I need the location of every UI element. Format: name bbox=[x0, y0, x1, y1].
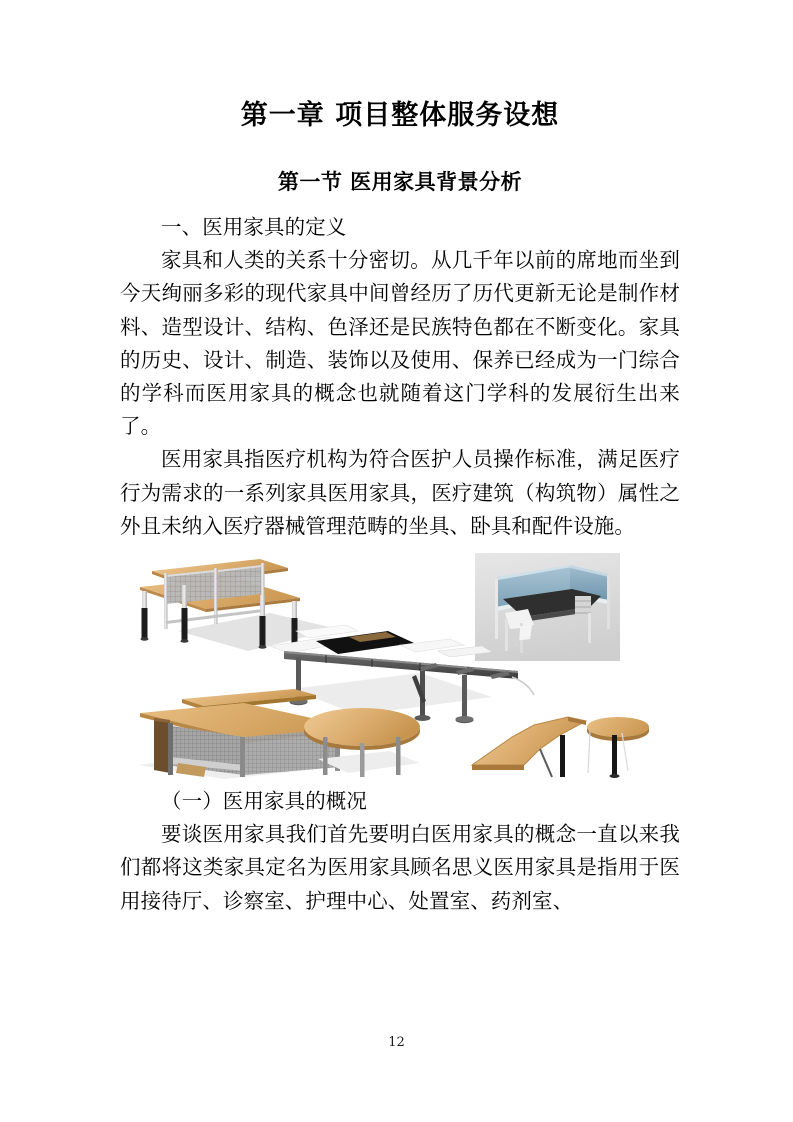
furniture-illustration-svg bbox=[120, 551, 680, 779]
chapter-title: 第一章 项目整体服务设想 bbox=[240, 100, 560, 131]
paragraph-definition: 家具和人类的关系十分密切。从几千年以前的席地而坐到今天绚丽多彩的现代家具中间曾经历了历代更新无论是制作材料、造型设计、结构、色泽还是民族特色都在不断变化。家具的历史、设计、制造、装饰以及使用、保养已经成为一门综合的学科而医用家具的概念也就随着这门学科的发展衍生出来了。 bbox=[120, 248, 680, 439]
section-title: 第一节 医用家具背景分析 bbox=[277, 169, 523, 194]
page-number: 12 bbox=[388, 1035, 405, 1050]
figure-item-cubicle-workstation bbox=[475, 553, 620, 661]
furniture-illustration bbox=[120, 551, 680, 779]
page-content bbox=[120, 0, 680, 918]
sub-heading-overview: （一）医用家具的概况 bbox=[161, 789, 367, 814]
paragraph-overview: 要谈医用家具我们首先要明白医用家具的概念一直以来我们都将这类家具定名为医用家具顾名思义医用家具是指用于医用接待厅、诊察室、护理中心、处置室、药剂室、 bbox=[120, 822, 680, 913]
paragraph-scope: 医用家具指医疗机构为符合医护人员操作标准，满足医疗行为需求的一系列家具医用家具，医疗建筑（构筑物）属性之外且未纳入医疗器械管理范畴的坐具、卧具和配件设施。 bbox=[120, 447, 680, 538]
spacer bbox=[120, 198, 680, 211]
list-item-heading-1: 一、医用家具的定义 bbox=[161, 215, 347, 239]
